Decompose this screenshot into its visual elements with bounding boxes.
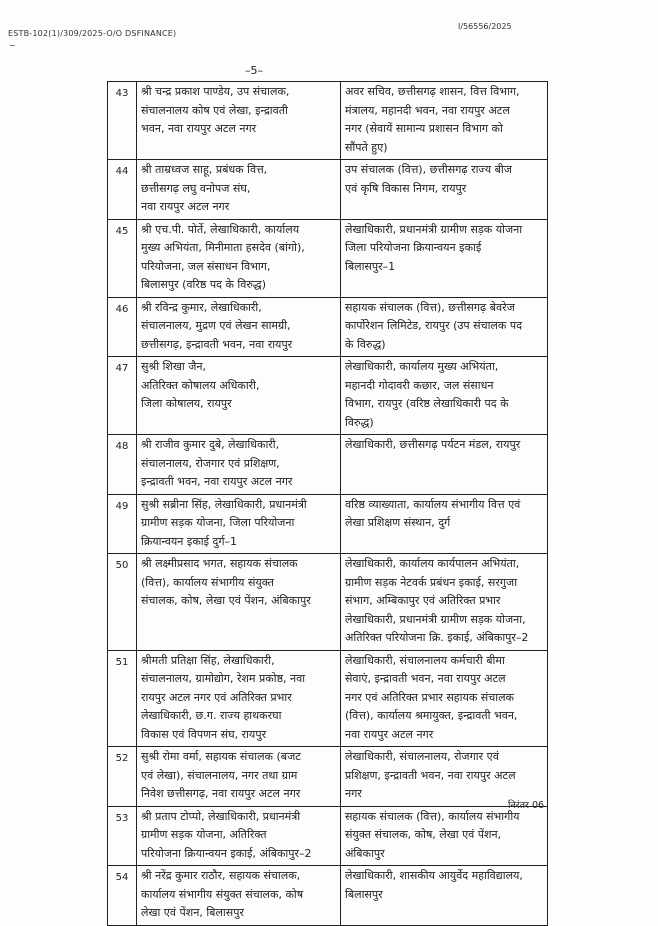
text-line: ग्रामीण सड़क नेटवर्क प्रबंधन इकाई, सरगुजा — [345, 575, 518, 589]
text-line: लेखाधिकारी, कार्यालय कार्यपालन अभियंता, — [345, 557, 520, 570]
text-line: नगर — [345, 787, 362, 800]
text-line: महानदी गोदावरी कछार, जल संसाधन — [345, 378, 494, 392]
text-line: रायपुर अटल नगर एवं अतिरिक्त प्रभार — [141, 690, 292, 704]
text-line: मंत्रालय, महानदी भवन, नवा रायपुर अटल — [345, 103, 510, 117]
text-line: मुख्य अभियंता, मिनीमाता हसदेव (बांगो), — [141, 241, 305, 254]
current-posting-cell — [137, 650, 341, 747]
current-posting-cell — [137, 82, 341, 160]
text-line: लेखा एवं पेंशन, बिलासपुर — [141, 906, 244, 919]
text-line: श्री नरेंद्र कुमार राठौर, सहायक संचालक, — [141, 869, 301, 882]
text-line: ग्रामीण सड़क योजना, जिला परियोजना — [141, 516, 295, 529]
text-line: श्री राजीव कुमार दुबे, लेखाधिकारी, — [141, 438, 280, 451]
new-posting-cell — [341, 494, 548, 554]
table-row — [108, 82, 548, 160]
text-line: लेखाधिकारी, छ.ग. राज्य हाथकरघा — [141, 709, 282, 722]
new-posting-cell — [341, 806, 548, 866]
text-line: ग्रामीण सड़क योजना, अतिरिक्त — [141, 828, 267, 841]
table-row — [108, 297, 548, 357]
text-line: श्री एच.पी. पोर्ते, लेखाधिकारी, कार्यालय — [141, 222, 300, 236]
text-line: लेखाधिकारी, संचालनालय कर्मचारी बीमा — [345, 653, 505, 667]
text-line: संचालनालय कोष एवं लेखा, इन्द्रावती — [141, 103, 288, 117]
text-line: सुश्री रोमा वर्मा, सहायक संचालक (बजट — [141, 750, 301, 763]
text-line: संयुक्त संचालक, कोष, लेखा एवं पेंशन, — [345, 828, 502, 841]
continued-note: निरंतर 06 — [508, 800, 545, 811]
file-reference: ESTB-102(1)/309/2025-O/O DSFINANCE) — [8, 29, 177, 38]
current-posting-cell — [137, 357, 341, 435]
table-row — [108, 219, 548, 297]
text-line: विकास एवं विपणन संघ, रायपुर — [141, 727, 267, 741]
text-line: श्री लक्ष्मीप्रसाद भगत, सहायक संचालक — [141, 557, 298, 570]
current-posting-cell — [137, 297, 341, 357]
serial-number: 48 — [108, 435, 137, 495]
serial-number: 43 — [108, 82, 137, 160]
text-line: विरुद्ध) — [345, 415, 374, 429]
text-line: (वित्त), कार्यालय श्रमायुक्त, इन्द्रावती भवन, — [345, 709, 518, 722]
text-line: संचालक, कोष, लेखा एवं पेंशन, अंबिकापुर — [141, 594, 311, 607]
serial-number: 54 — [108, 866, 137, 926]
text-line: संचालनालय, मुद्रण एवं लेखन सामग्री, — [141, 319, 291, 332]
text-line: अतिरिक्त परियोजना क्रि. इकाई, अंबिकापुर–2 — [345, 631, 529, 644]
new-posting-cell — [341, 160, 548, 220]
text-line: बिलासपुर — [345, 887, 383, 901]
text-line: लेखाधिकारी, प्रधानमंत्री ग्रामीण सड़क योजना — [345, 222, 523, 236]
text-line: श्रीमती प्रतिक्षा सिंह, लेखाधिकारी, — [141, 653, 275, 667]
text-line: सहायक संचालक (वित्त), छत्तीसगढ़ बेवरेज — [345, 300, 515, 314]
text-line: लेखाधिकारी, प्रधानमंत्री ग्रामीण सड़क योजना, — [345, 612, 526, 626]
serial-number: 47 — [108, 357, 137, 435]
new-posting-cell — [341, 650, 548, 747]
text-line: नगर (सेवायें सामान्य प्रशासन विभाग को — [345, 122, 503, 135]
text-line: अवर सचिव, छत्तीसगढ़ शासन, वित्त विभाग, — [345, 85, 520, 98]
text-line: छत्तीसगढ़, इन्द्रावती भवन, नवा रायपुर — [141, 337, 293, 351]
current-posting-cell — [137, 494, 341, 554]
transfer-table — [107, 81, 548, 926]
new-posting-cell — [341, 435, 548, 495]
new-posting-cell — [341, 297, 548, 357]
text-line: कार्पोरेशन लिमिटेड, रायपुर (उप संचालक पद — [345, 319, 522, 332]
table-row — [108, 494, 548, 554]
text-line: लेखाधिकारी, छत्तीसगढ़ पर्यटन मंडल, रायपुर — [345, 438, 521, 451]
text-line: कार्यालय संभागीय संयुक्त संचालक, कोष — [141, 887, 304, 901]
text-line: श्री प्रताप टोप्पो, लेखाधिकारी, प्रधानमंत्री — [141, 809, 301, 823]
text-line: इन्द्रावती भवन, नवा रायपुर अटल नगर — [141, 475, 293, 488]
text-line: संचालनालय, ग्रामोद्योग, रेशम प्रकोष्ठ, नवा — [141, 672, 306, 685]
table-row — [108, 160, 548, 220]
text-line: क्रियान्वयन इकाई दुर्ग–1 — [141, 534, 238, 548]
text-line: जिला कोषालय, रायपुर — [141, 397, 232, 410]
current-posting-cell — [137, 747, 341, 807]
text-line: निवेश छत्तीसगढ़, नवा रायपुर अटल नगर — [141, 787, 301, 800]
table-row — [108, 866, 548, 926]
current-posting-cell — [137, 219, 341, 297]
serial-number: 45 — [108, 219, 137, 297]
serial-number: 53 — [108, 806, 137, 866]
serial-number: 49 — [108, 494, 137, 554]
current-posting-cell — [137, 554, 341, 651]
text-line: सौंपते हुए) — [345, 140, 388, 154]
text-line: उप संचालक (वित्त), छत्तीसगढ़ राज्य बीज — [345, 163, 512, 176]
current-posting-cell — [137, 160, 341, 220]
text-line: परियोजना, जल संसाधन विभाग, — [141, 259, 271, 273]
text-line: एवं लेखा), संचालनालय, नगर तथा ग्राम — [141, 768, 298, 782]
current-posting-cell — [137, 866, 341, 926]
table-row — [108, 747, 548, 807]
text-line: संचालनालय, रोजगार एवं प्रशिक्षण, — [141, 456, 280, 470]
text-line: सुश्री शिखा जैन, — [141, 360, 207, 373]
text-line: भवन, नवा रायपुर अटल नगर — [141, 122, 257, 135]
new-posting-cell — [341, 219, 548, 297]
text-line: प्रशिक्षण, इन्द्रावती भवन, नवा रायपुर अटल — [345, 768, 516, 782]
text-line: नवा रायपुर अटल नगर — [141, 200, 230, 213]
text-line: सहायक संचालक (वित्त), कार्यालय संभागीय — [345, 809, 520, 823]
text-line: वरिष्ठ व्याख्याता, कार्यालय संभागीय वित्त एवं — [345, 497, 521, 511]
text-line: बिलासपुर–1 — [345, 259, 396, 273]
serial-number: 50 — [108, 554, 137, 651]
text-line: श्री ताम्रध्वज साहू, प्रबंधक वित्त, — [141, 163, 268, 176]
text-line: लेखाधिकारी, संचालनालय, रोजगार एवं — [345, 750, 499, 763]
text-line: श्री चन्द्र प्रकाश पाण्डेय, उप संचालक, — [141, 85, 290, 98]
text-line: (वित्त), कार्यालय संभागीय संयुक्त — [141, 575, 274, 589]
current-posting-cell — [137, 435, 341, 495]
document-number: I/56556/2025 — [458, 22, 512, 31]
text-line: अतिरिक्त कोषालय अधिकारी, — [141, 378, 260, 392]
page-number: –5– — [245, 64, 263, 77]
text-line: छत्तीसगढ़ लघु वनोपज संघ, — [141, 181, 251, 195]
serial-number: 51 — [108, 650, 137, 747]
table-row — [108, 806, 548, 866]
text-line: संभाग, अम्बिकापुर एवं अतिरिक्त प्रभार — [345, 594, 501, 607]
new-posting-cell — [341, 82, 548, 160]
table-row — [108, 435, 548, 495]
new-posting-cell — [341, 554, 548, 651]
text-line: लेखा प्रशिक्षण संस्थान, दुर्ग — [345, 516, 451, 529]
new-posting-cell — [341, 357, 548, 435]
text-line: नवा रायपुर अटल नगर — [345, 727, 434, 741]
text-line: श्री रविन्द्र कुमार, लेखाधिकारी, — [141, 300, 262, 314]
margin-mark: ~ — [9, 41, 16, 50]
serial-number: 46 — [108, 297, 137, 357]
text-line: एवं कृषि विकास निगम, रायपुर — [345, 181, 467, 195]
text-line: सुश्री सब्रीना सिंह, लेखाधिकारी, प्रधानमंत्री — [141, 497, 307, 511]
table-row — [108, 357, 548, 435]
text-line: विभाग, रायपुर (वरिष्ठ लेखाधिकारी पद के — [345, 397, 509, 410]
text-line: के विरुद्ध) — [345, 337, 386, 351]
text-line: अंबिकापुर — [345, 846, 385, 860]
serial-number: 52 — [108, 747, 137, 807]
text-line: बिलासपुर (वरिष्ठ पद के विरुद्ध) — [141, 278, 267, 291]
table-row — [108, 650, 548, 747]
text-line: परियोजना क्रियान्वयन इकाई, अंबिकापुर–2 — [141, 846, 312, 860]
current-posting-cell — [137, 806, 341, 866]
text-line: सेवाएं, इन्द्रावती भवन, नवा रायपुर अटल — [345, 672, 506, 685]
serial-number: 44 — [108, 160, 137, 220]
text-line: जिला परियोजना क्रियान्वयन इकाई — [345, 241, 482, 254]
text-line: नगर एवं अतिरिक्त प्रभार सहायक संचालक — [345, 690, 514, 704]
text-line: लेखाधिकारी, कार्यालय मुख्य अभियंता, — [345, 360, 499, 373]
text-line: लेखाधिकारी, शासकीय आयुर्वेद महाविद्यालय, — [345, 869, 523, 882]
new-posting-cell — [341, 866, 548, 926]
table-row — [108, 554, 548, 651]
